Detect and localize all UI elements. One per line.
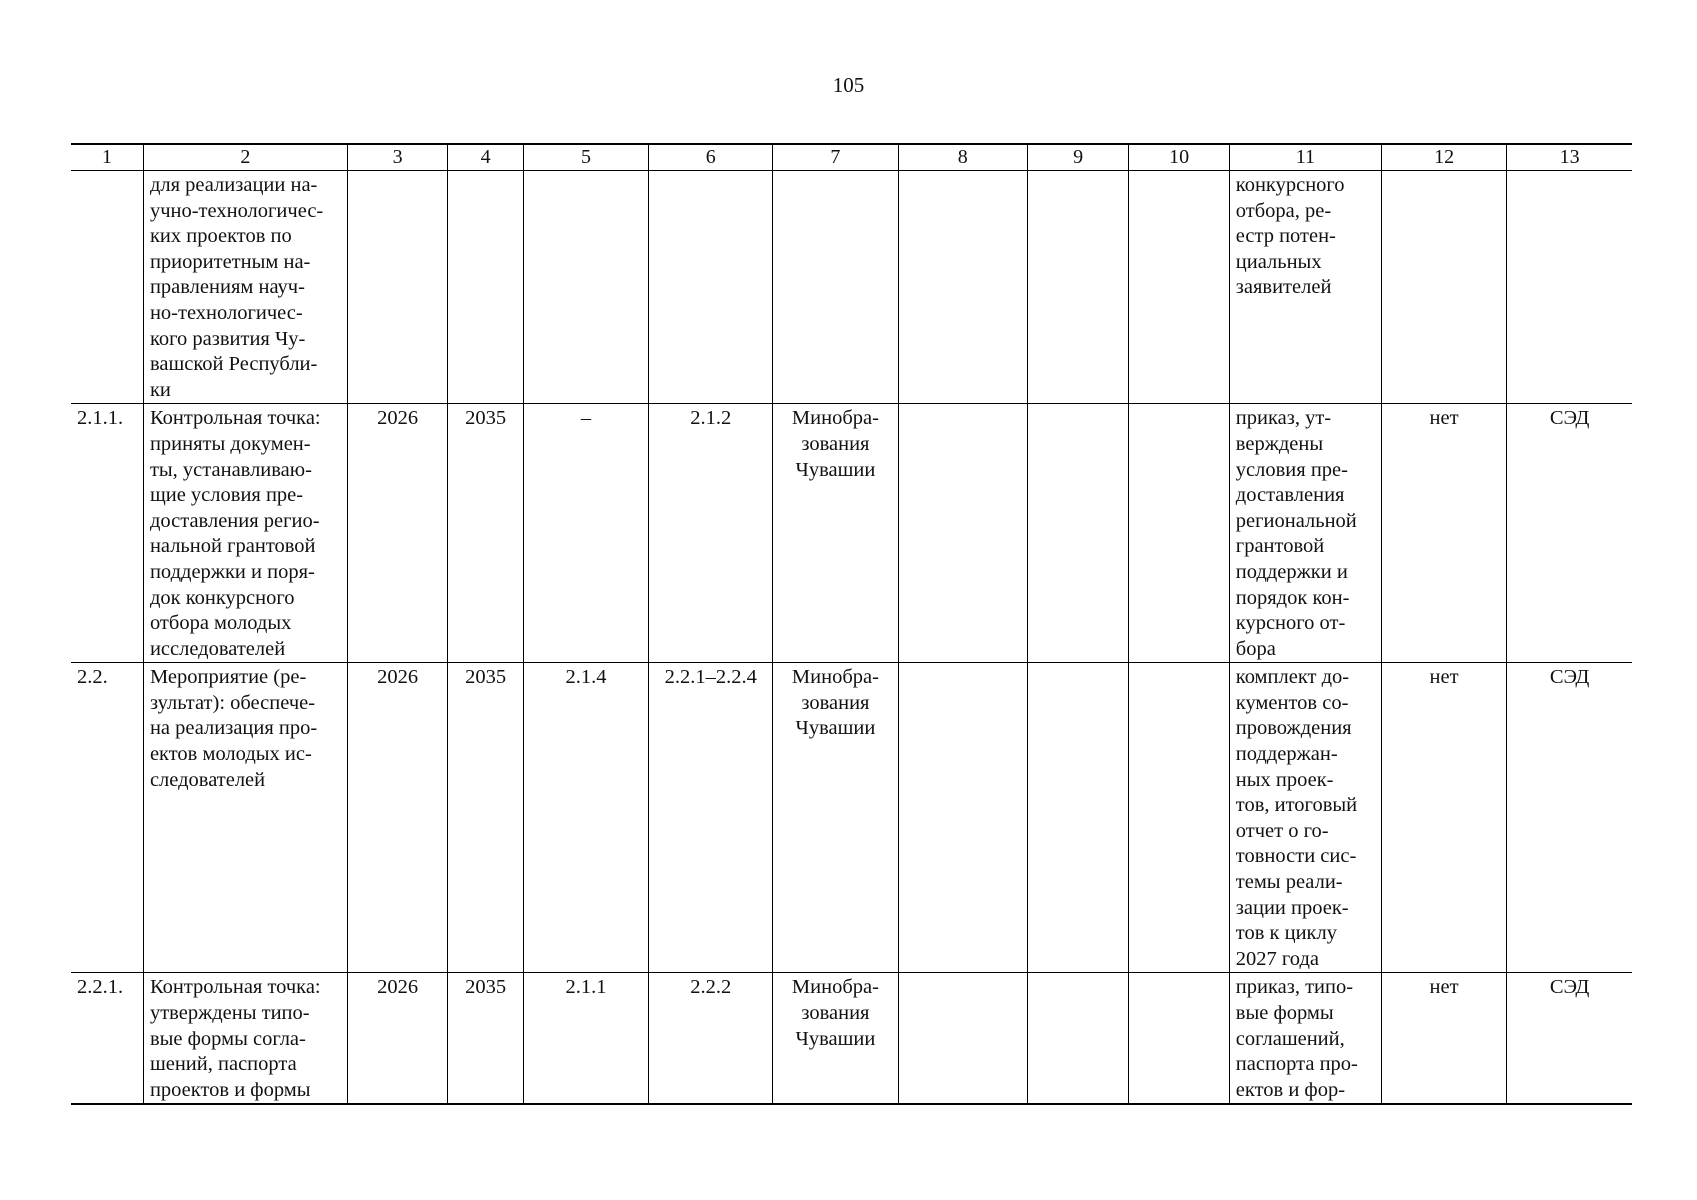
start-year: 2026	[347, 973, 447, 1104]
responsible-executor	[773, 404, 898, 663]
activity-name-line: отбора молодых	[149, 612, 292, 635]
activity-name-line: щие условия пре-	[149, 484, 304, 507]
column-10-cell	[1129, 171, 1229, 404]
table-row	[71, 171, 1632, 404]
column-header: 7	[773, 144, 898, 171]
activity-name-line: Мероприятие (ре-	[149, 666, 307, 689]
document-type-line: порядок кон-	[1235, 586, 1350, 609]
column-9-cell	[1027, 973, 1128, 1104]
document-type-line: курсного от-	[1235, 612, 1346, 635]
row-number: 2.1.1.	[71, 404, 143, 663]
activity-name-line: учно-технологичес-	[149, 199, 324, 222]
row-number: 2.2.	[71, 663, 143, 973]
responsible-executor-line: зования	[801, 432, 870, 455]
document-type-line: тов, итоговый	[1235, 794, 1358, 817]
activity-name-line: вые формы согла-	[149, 1027, 306, 1050]
responsible-executor-line: Минобра-	[791, 666, 879, 689]
column-12-cell: нет	[1381, 404, 1506, 663]
activity-name-line: ких проектов по	[149, 225, 292, 248]
column-9-cell	[1027, 404, 1128, 663]
column-header: 9	[1027, 144, 1128, 171]
end-year: 2035	[448, 663, 524, 973]
start-year: 2026	[347, 404, 447, 663]
end-year	[448, 171, 524, 404]
activity-name-line: но-технологичес-	[149, 301, 303, 324]
column-header: 10	[1129, 144, 1229, 171]
successor	[649, 171, 773, 404]
document-type-line: тов к циклу	[1235, 922, 1337, 945]
document-type-line: отбора, ре-	[1235, 199, 1332, 222]
start-year: 2026	[347, 663, 447, 973]
column-8-cell	[898, 404, 1027, 663]
column-10-cell	[1129, 663, 1229, 973]
column-10-cell	[1129, 404, 1229, 663]
document-type-line: заявителей	[1235, 276, 1332, 299]
column-header: 5	[523, 144, 648, 171]
responsible-executor-line: зования	[801, 691, 870, 714]
activity-name-line: следователей	[149, 768, 266, 791]
document-type-line: доставления	[1235, 484, 1345, 507]
document-type-line: конкурсного	[1235, 174, 1345, 196]
document-type-line: региональной	[1235, 509, 1357, 532]
column-header: 11	[1229, 144, 1381, 171]
end-year: 2035	[448, 404, 524, 663]
activity-name-line: нальной грантовой	[149, 535, 316, 558]
activity-name-line: утверждены типо-	[149, 1002, 310, 1024]
responsible-executor-line: Чувашии	[795, 717, 876, 740]
document-type	[1229, 404, 1381, 663]
activity-name-line: доставления регио-	[149, 509, 320, 532]
document-type-line: естр потен-	[1235, 225, 1336, 248]
responsible-executor-line: Чувашии	[795, 1027, 876, 1050]
document-type-line: приказ, типо-	[1235, 976, 1354, 999]
predecessor: –	[523, 404, 648, 663]
activity-name	[143, 171, 347, 404]
successor: 2.1.2	[649, 404, 773, 663]
document-type-line: циальных	[1235, 250, 1322, 273]
activity-name-line: вашской Республи-	[149, 353, 318, 376]
column-header: 4	[448, 144, 524, 171]
document-type-line: поддержки и	[1235, 560, 1348, 583]
activity-name-line: на реализация про-	[149, 717, 318, 740]
document-type-line: зации проек-	[1235, 896, 1349, 919]
document-type-line: вые формы	[1235, 1002, 1334, 1024]
predecessor: 2.1.1	[523, 973, 648, 1104]
responsible-executor	[773, 663, 898, 973]
activity-name-line: док конкурсного	[149, 586, 295, 609]
activity-name	[143, 973, 347, 1104]
document-type-line: условия пре-	[1235, 458, 1348, 481]
document-type-line: верждены	[1235, 432, 1324, 455]
activity-name	[143, 663, 347, 973]
column-12-cell: нет	[1381, 663, 1506, 973]
document-type-line: поддержан-	[1235, 743, 1338, 766]
document-type-line: провождения	[1235, 717, 1352, 740]
activity-name-line: зультат): обеспече-	[149, 691, 316, 714]
activity-name-line: поддержки и поря-	[149, 560, 315, 583]
activity-name-line: шений, паспорта	[149, 1053, 297, 1076]
document-type-line: ектов и фор-	[1235, 1078, 1346, 1101]
end-year: 2035	[448, 973, 524, 1104]
document-type-line: приказ, ут-	[1235, 407, 1332, 430]
successor: 2.2.1–2.2.4	[649, 663, 773, 973]
responsible-executor-line: зования	[801, 1002, 870, 1024]
responsible-executor-line: Чувашии	[795, 458, 876, 481]
column-8-cell	[898, 663, 1027, 973]
column-header: 8	[898, 144, 1027, 171]
activity-name-line: проектов и формы	[149, 1078, 311, 1101]
activity-name-line: приоритетным на-	[149, 250, 311, 273]
column-9-cell	[1027, 171, 1128, 404]
column-header: 1	[71, 144, 143, 171]
column-number-row	[71, 144, 1632, 171]
document-type-line: 2027 года	[1235, 947, 1319, 970]
activity-name-line: Контрольная точка:	[149, 407, 321, 430]
column-8-cell	[898, 973, 1027, 1104]
column-header: 3	[347, 144, 447, 171]
document-type-line: комплект до-	[1235, 666, 1350, 689]
activity-name-line: для реализации на-	[149, 174, 318, 196]
document-type	[1229, 171, 1381, 404]
predecessor: 2.1.4	[523, 663, 648, 973]
document-type-line: темы реали-	[1235, 871, 1343, 894]
responsible-executor	[773, 171, 898, 404]
activity-name-line: кого развития Чу-	[149, 327, 306, 350]
column-header: 13	[1507, 144, 1632, 171]
column-header: 12	[1381, 144, 1506, 171]
document-type	[1229, 973, 1381, 1104]
activity-name-line: ты, устанавливаю-	[149, 458, 312, 481]
predecessor	[523, 171, 648, 404]
activity-name-line: исследователей	[149, 637, 286, 660]
document-type-line: грантовой	[1235, 535, 1325, 558]
document-type-line: соглашений,	[1235, 1027, 1345, 1050]
successor: 2.2.2	[649, 973, 773, 1104]
row-number	[71, 171, 143, 404]
activity-name-line: правлениям науч-	[149, 276, 305, 299]
column-13-cell: СЭД	[1507, 404, 1632, 663]
column-header: 6	[649, 144, 773, 171]
activity-name-line: Контрольная точка:	[149, 976, 321, 999]
document-type-line: бора	[1235, 637, 1276, 660]
column-12-cell: нет	[1381, 973, 1506, 1104]
page-number: 105	[832, 73, 865, 97]
document-type-line: ных проек-	[1235, 768, 1334, 791]
document-type-line: паспорта про-	[1235, 1053, 1358, 1076]
responsible-executor-line: Минобра-	[791, 407, 879, 430]
document-type-line: отчет о го-	[1235, 819, 1329, 842]
column-13-cell: СЭД	[1507, 973, 1632, 1104]
table-body	[71, 171, 1632, 1105]
document-type-line: товности сис-	[1235, 845, 1357, 868]
table-row	[71, 663, 1632, 973]
column-10-cell	[1129, 973, 1229, 1104]
responsible-executor-line: Минобра-	[791, 976, 879, 999]
activity-name-line: ки	[149, 378, 171, 401]
column-13-cell	[1507, 171, 1632, 404]
document-type-line: кументов со-	[1235, 691, 1349, 714]
table-row	[71, 973, 1632, 1104]
start-year	[347, 171, 447, 404]
responsible-executor	[773, 973, 898, 1104]
activity-name-line: приняты докумен-	[149, 432, 311, 455]
column-13-cell: СЭД	[1507, 663, 1632, 973]
column-header: 2	[143, 144, 347, 171]
activity-name-line: ектов молодых ис-	[149, 743, 312, 766]
column-8-cell	[898, 171, 1027, 404]
plan-table	[71, 143, 1632, 1105]
activity-name	[143, 404, 347, 663]
column-9-cell	[1027, 663, 1128, 973]
table-row	[71, 404, 1632, 663]
document-type	[1229, 663, 1381, 973]
column-12-cell	[1381, 171, 1506, 404]
row-number: 2.2.1.	[71, 973, 143, 1104]
